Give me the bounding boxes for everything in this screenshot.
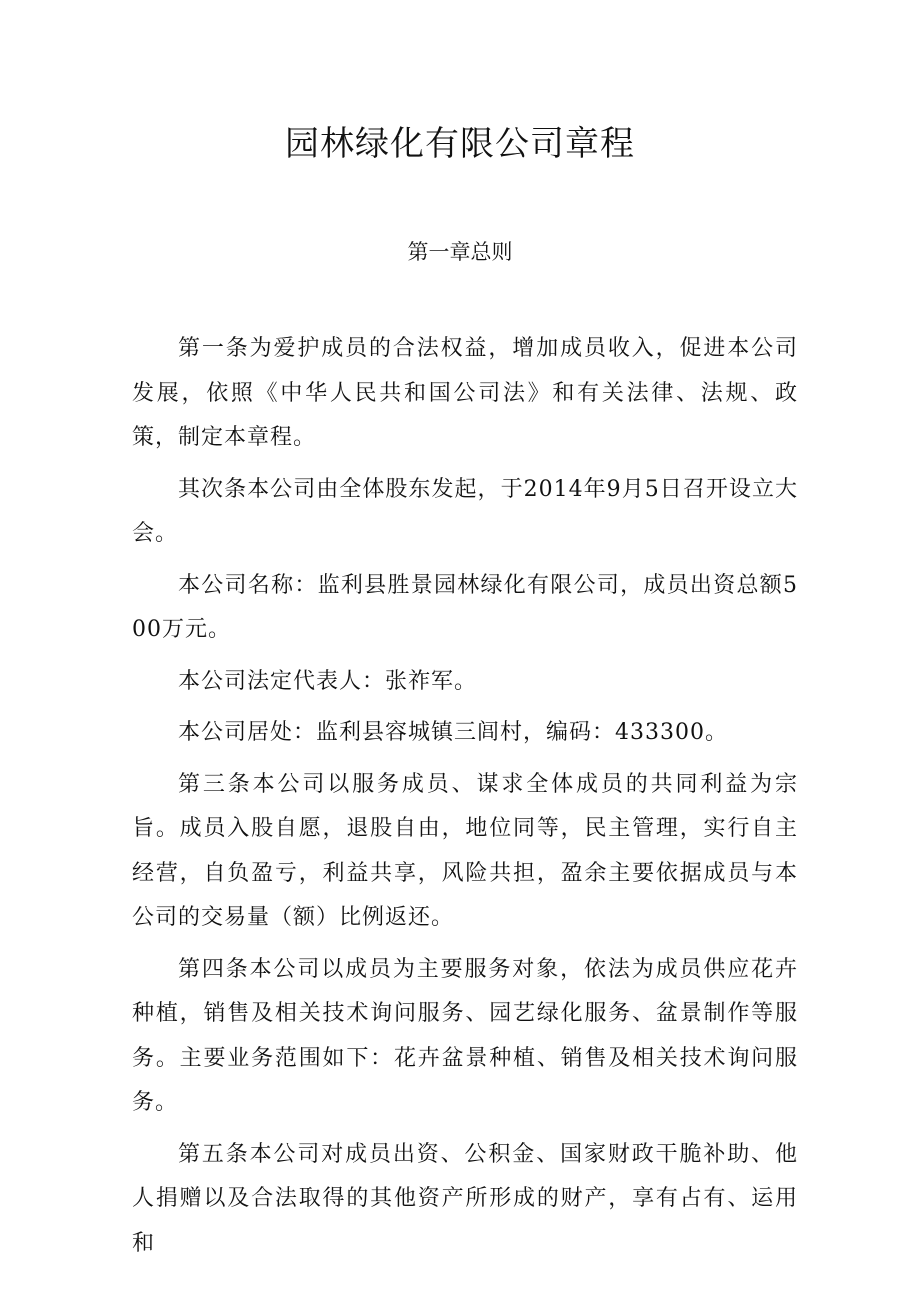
chapter-heading: 第一章总则	[407, 240, 513, 264]
document-title: 园林绿化有限公司章程	[285, 124, 635, 164]
document-body	[132, 327, 798, 1273]
article-4-paragraph: 第四条本公司以成员为主要服务对象，依法为成员供应花卉种植，销售及相关技术询问服务、园艺绿化服务、盆景制作等服务。主要业务范围如下：花卉盆景种植、销售及相关技术询问服务。	[132, 956, 798, 1115]
article-2-paragraph: 其次条本公司由全体股东发起，于2014年9月5日召开设立大会。	[132, 476, 798, 546]
company-name-paragraph: 本公司名称：监利县胜景园林绿化有限公司，成员出资总额500万元。	[132, 572, 798, 642]
article-5-paragraph: 第五条本公司对成员出资、公积金、国家财政干脆补助、他人捐赠以及合法取得的其他资产所形成的财产，享有占有、运用和	[132, 1141, 798, 1256]
article-3-paragraph: 第三条本公司以服务成员、谋求全体成员的共同利益为宗旨。成员入股自愿，退股自由，地位同等，民主管理，实行自主经营，自负盈亏，利益共享，风险共担，盈余主要依据成员与本公司的交易量（额）比例返还。	[132, 771, 798, 930]
address-paragraph: 本公司居处：监利县容城镇三闾村，编码：433300。	[178, 720, 728, 745]
legal-representative-paragraph: 本公司法定代表人：张祚军。	[178, 668, 478, 694]
article-1-paragraph: 第一条为爱护成员的合法权益，增加成员收入，促进本公司发展，依照《中华人民共和国公司法》和有关法律、法规、政策，制定本章程。	[132, 336, 798, 450]
